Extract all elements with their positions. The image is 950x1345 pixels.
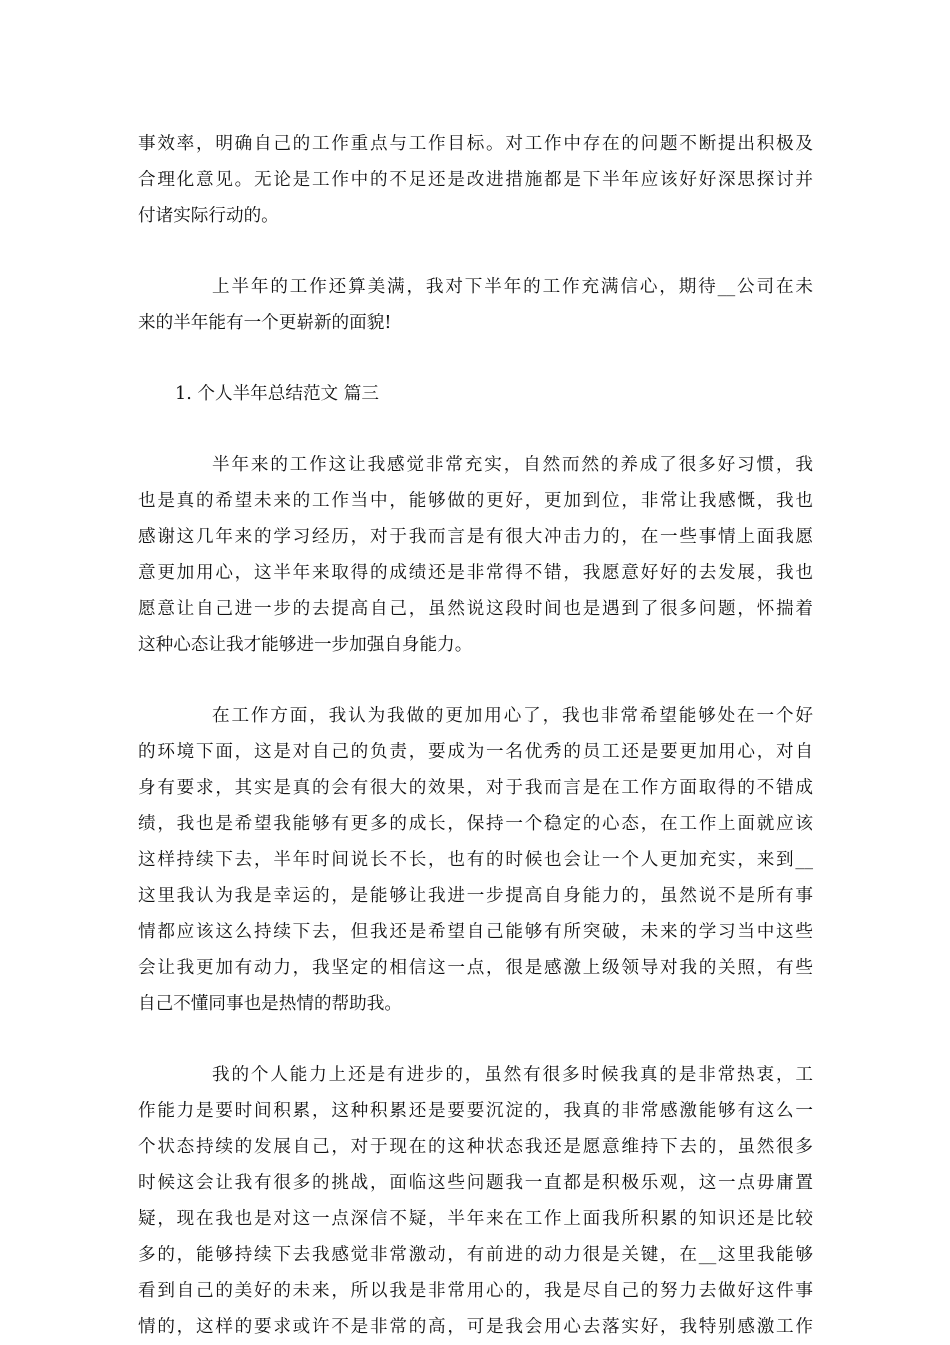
text-line: 付诸实际行动的。 (138, 206, 279, 226)
text-line: 合理化意见。无论是工作中的不足还是改进措施都是下半年应该好好深思探讨并 (138, 170, 813, 190)
text-line: 情的，这样的要求或许不是非常的高，可是我会用心去落实好，我特别感激工作 (138, 1317, 813, 1337)
text-line: 会让我更加有动力，我坚定的相信这一点，很是感激上级领导对我的关照，有些 (138, 958, 813, 978)
document-body (138, 126, 813, 1345)
paragraph-3 (138, 447, 813, 663)
text-line: 在工作方面，我认为我做的更加用心了，我也非常希望能够处在一个好 (212, 706, 813, 726)
paragraph-1 (138, 126, 813, 234)
section-heading: 1. 个人半年总结范文 篇三 (175, 384, 379, 404)
text-line: 这样持续下去，半年时间说长不长，也有的时候也会让一个人更加充实，来到__ (138, 850, 813, 870)
text-line: 身有要求，其实是真的会有很大的效果，对于我而言是在工作方面取得的不错成 (138, 778, 813, 798)
paragraph-2 (138, 269, 813, 341)
text-line: 这种心态让我才能够进一步加强自身能力。 (138, 635, 473, 655)
text-line: 半年来的工作这让我感觉非常充实，自然而然的养成了很多好习惯，我 (212, 455, 813, 475)
text-line: 疑，现在我也是对这一点深信不疑，半年来在工作上面我所积累的知识还是比较 (138, 1209, 813, 1229)
text-line: 来的半年能有一个更崭新的面貌! (138, 313, 392, 333)
text-line: 情都应该这么持续下去，但我还是希望自己能够有所突破，未来的学习当中这些 (138, 922, 813, 942)
text-line: 我的个人能力上还是有进步的，虽然有很多时候我真的是非常热衷，工 (212, 1065, 813, 1085)
text-line: 上半年的工作还算美满，我对下半年的工作充满信心，期待__公司在未 (212, 277, 813, 297)
text-line: 绩，我也是希望我能够有更多的成长，保持一个稳定的心态，在工作上面就应该 (138, 814, 813, 834)
text-line: 自己不懂同事也是热情的帮助我。 (138, 994, 402, 1014)
text-line: 意更加用心，这半年来取得的成绩还是非常得不错，我愿意好好的去发展，我也 (138, 563, 813, 583)
text-line: 事效率，明确自己的工作重点与工作目标。对工作中存在的问题不断提出积极及 (138, 134, 813, 154)
text-line: 多的，能够持续下去我感觉非常激动，有前进的动力很是关键，在__这里我能够 (138, 1245, 813, 1265)
text-line: 个状态持续的发展自己，对于现在的这种状态我还是愿意维持下去的，虽然很多 (138, 1137, 813, 1157)
text-line: 感谢这几年来的学习经历，对于我而言是有很大冲击力的，在一些事情上面我愿 (138, 527, 813, 547)
paragraph-5 (138, 1057, 813, 1345)
text-line: 愿意让自己进一步的去提高自己，虽然说这段时间也是遇到了很多问题，怀揣着 (138, 599, 813, 619)
paragraph-4 (138, 698, 813, 1022)
text-line: 看到自己的美好的未来，所以我是非常用心的，我是尽自己的努力去做好这件事 (138, 1281, 813, 1301)
text-line: 作能力是要时间积累，这种积累还是要要沉淀的，我真的非常感激能够有这么一 (138, 1101, 813, 1121)
text-line: 这里我认为我是幸运的，是能够让我进一步提高自身能力的，虽然说不是所有事 (138, 886, 813, 906)
text-line: 也是真的希望未来的工作当中，能够做的更好，更加到位，非常让我感慨，我也 (138, 491, 813, 511)
text-line: 的环境下面，这是对自己的负责，要成为一名优秀的员工还是要更加用心，对自 (138, 742, 813, 762)
text-line: 时候这会让我有很多的挑战，面临这些问题我一直都是积极乐观，这一点毋庸置 (138, 1173, 813, 1193)
